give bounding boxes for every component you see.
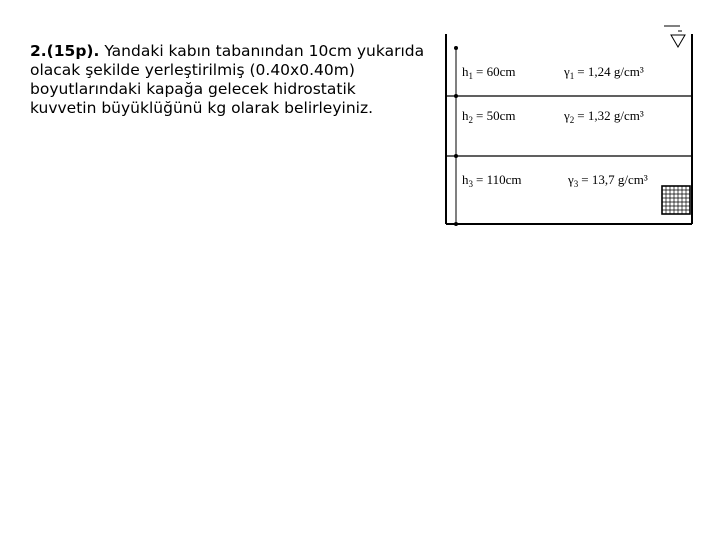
tank-diagram <box>430 20 700 230</box>
h3-label: $h_3 = 110cm$ <box>462 172 522 189</box>
gamma2-label: $\gamma_2 = 1,32$ g/cm³ <box>564 108 644 125</box>
question-body: Yandaki kabın tabanından 10cm yukarıda olacak şekilde yerleştirilmiş (0.40x0.40m) boyutlarındaki kapağa gelecek hidrostatik kuvvetin büyüklüğünü kg olarak belirleyiniz. <box>30 42 425 117</box>
water-surface-triangle-icon <box>664 26 685 47</box>
gamma3-label: $\gamma_3 = 13,7$ g/cm³ <box>568 172 648 189</box>
dimension-line <box>454 46 458 226</box>
h2-label: $h_2 = 50cm$ <box>462 108 516 125</box>
gamma1-label: $\gamma_1 = 1,24$ g/cm³ <box>564 64 644 81</box>
gate-grid-icon <box>662 186 690 214</box>
question-number: 2.(15p). <box>30 42 100 60</box>
tank-walls <box>446 34 692 224</box>
question-text <box>30 42 425 118</box>
h1-label: $h_1 = 60cm$ <box>462 64 516 81</box>
